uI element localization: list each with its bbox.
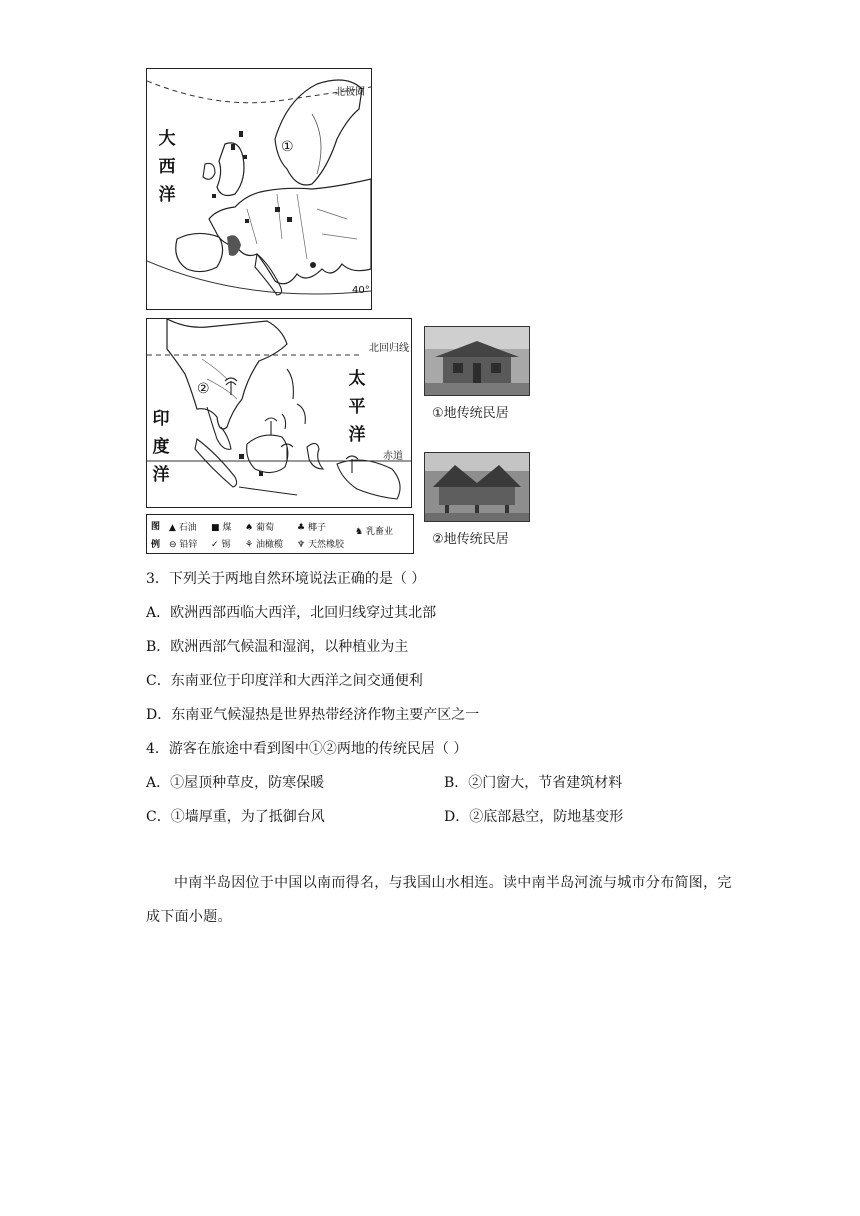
pacific-label: 太 平 洋 [348,369,366,445]
tin-icon: ✓ [211,540,219,550]
site2-photo-caption: ②地传统民居 [432,532,509,547]
question-4-stem: 4．游客在旅途中看到图中①②两地的传统民居（ ） [146,741,468,757]
legend-item-dairy: ♞ 乳畜业 [355,527,393,537]
rubber-tree-icon: ♆ [297,540,306,550]
site2-marker: ② [197,381,210,397]
map-legend [146,514,414,554]
question-3-option-c[interactable]: C．东南亚位于印度洋和大西洋之间交通便利 [146,673,423,689]
legend-item-olive: ⚘ 油橄榄 [245,540,283,550]
cow-icon: ♞ [355,527,364,537]
question-4-option-a[interactable]: A．①屋顶种草皮，防寒保暖 [146,775,325,791]
coal-icon: ■ [211,523,220,533]
oil-icon: ▲ [169,523,176,533]
lat40-label: 40° [352,285,370,296]
olive-icon: ⚘ [245,540,254,550]
question-3-option-d[interactable]: D．东南亚气候湿热是世界热带经济作物主要产区之一 [146,707,480,723]
question-3-option-a[interactable]: A．欧洲西部西临大西洋，北回归线穿过其北部 [146,605,437,621]
europe-map [146,68,372,310]
atlantic-label: 大 西 洋 [158,129,176,205]
legend-item-coal: ■ 煤 [211,523,232,533]
passage-text: 中南半岛因位于中国以南而得名，与我国山水相连。读中南半岛河流与城市分布简图，完成下面小题。 [146,875,732,925]
question-4-option-d[interactable]: D．②底部悬空，防地基变形 [444,809,624,825]
grape-icon: ♠ [245,523,254,533]
question-3-option-b[interactable]: B．欧洲西部气候温和湿润，以种植业为主 [146,639,409,655]
site2-house-photo [424,452,530,522]
legend-item-coconut: ♣ 椰子 [297,523,326,533]
legend-title-top: 图 [151,522,161,532]
lead-zinc-icon: ⊖ [169,540,177,550]
tropic-of-cancer-label: 北回归线 [369,343,409,354]
site1-photo-caption: ①地传统民居 [432,406,509,421]
legend-title-bottom: 例 [151,540,161,550]
site1-marker: ① [281,139,294,155]
question-4-option-b[interactable]: B．②门窗大，节省建筑材料 [444,775,623,791]
site1-house-photo [424,326,530,396]
legend-item-grape: ♠ 葡萄 [245,523,274,533]
equator-label: 赤道 [383,451,403,462]
indian-ocean-label: 印 度 洋 [152,409,170,485]
europe-map-drawing [147,69,371,309]
legend-item-rubber: ♆ 天然橡胶 [297,540,344,550]
question-3-stem: 3．下列关于两地自然环境说法正确的是（ ） [146,571,426,587]
legend-item-tin: ✓ 锡 [211,540,231,550]
arctic-circle-label: 北极圈 [335,87,365,98]
legend-item-oil: ▲ 石油 [169,523,197,533]
palm-icon: ♣ [297,523,306,533]
legend-item-lead-zinc: ⊖ 铅锌 [169,540,198,550]
southeast-asia-map [146,318,412,508]
question-4-option-c[interactable]: C．①墙厚重，为了抵御台风 [146,809,325,825]
